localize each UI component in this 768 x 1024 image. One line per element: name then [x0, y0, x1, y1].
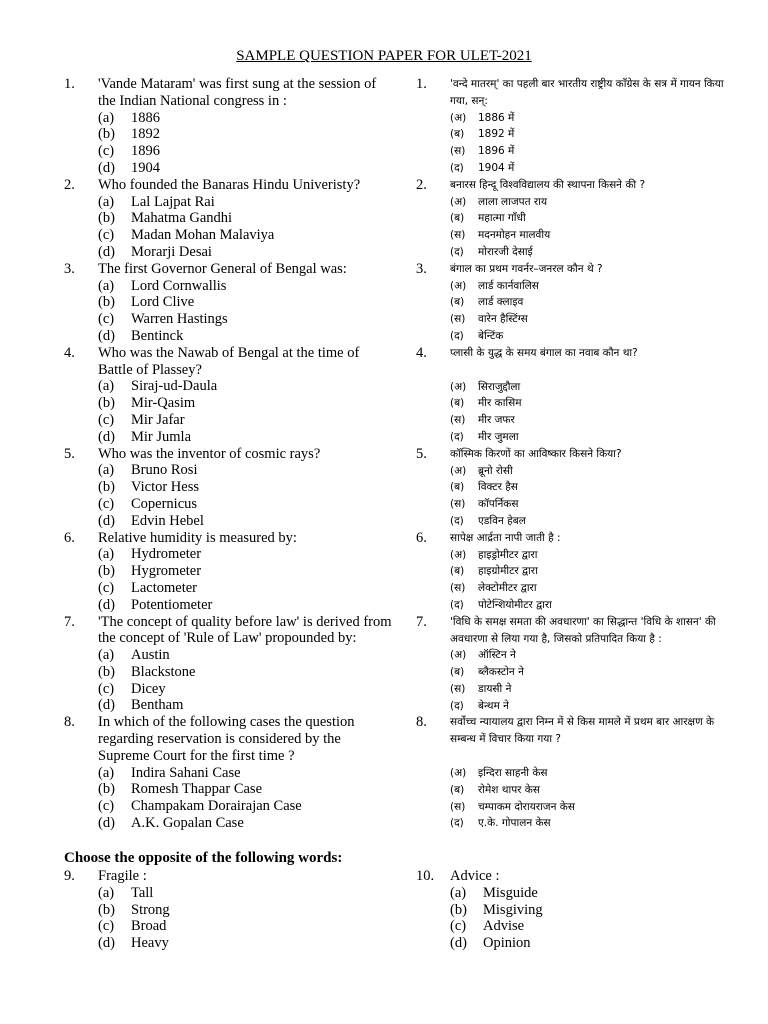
option-text: Siraj-ud-Daula — [131, 378, 218, 395]
option-row — [64, 935, 394, 952]
question-text: Who was the Nawab of Bengal at the time of Battle of Plassey? — [98, 344, 360, 378]
option-label: (c) — [98, 579, 115, 596]
option-row — [64, 513, 394, 530]
question-text: Who was the inventor of cosmic rays? — [98, 445, 321, 462]
question-text: 'Vande Mataram' was first sung at the session of the Indian National congress in : — [98, 76, 377, 109]
question-number: 8. — [416, 714, 427, 731]
option-row — [416, 194, 736, 211]
option-text: Copernicus — [131, 495, 198, 512]
option-text: बेन्थम ने — [478, 699, 509, 712]
option-text: ऑस्टिन ने — [478, 649, 516, 662]
question-text: Advice : — [450, 868, 500, 884]
option-text: सिराजुद्दौला — [478, 380, 521, 393]
question-number: 10. — [416, 868, 435, 884]
option-label: (c) — [98, 680, 115, 697]
question-number: 8. — [64, 714, 75, 731]
question-line — [416, 530, 736, 547]
option-label: (a) — [98, 884, 115, 901]
option-label: (स) — [450, 229, 466, 242]
option-row — [416, 885, 736, 902]
option-label: (द) — [450, 699, 464, 712]
option-text: Bentinck — [131, 327, 184, 344]
option-row — [64, 496, 394, 513]
question-text: Who founded the Banaras Hindu Univeristy? — [98, 176, 361, 193]
option-text: Lactometer — [131, 579, 198, 596]
option-row — [416, 311, 736, 328]
option-label: (ब) — [450, 128, 465, 141]
option-label: (स) — [450, 145, 466, 158]
option-text: Morarji Desai — [131, 243, 212, 260]
option-label: (d) — [98, 428, 115, 445]
option-row — [416, 664, 736, 681]
option-text: Lord Cornwallis — [131, 277, 227, 294]
option-text: A.K. Gopalan Case — [131, 815, 244, 832]
option-label: (ब) — [450, 666, 465, 679]
option-text: मोरारजी देसाई — [478, 245, 533, 258]
option-label: (ब) — [450, 481, 465, 494]
question-item — [64, 446, 394, 530]
option-label: (अ) — [450, 279, 467, 292]
option-text: 1892 में — [478, 128, 515, 141]
question-line — [64, 714, 394, 764]
option-text: Austin — [131, 647, 170, 664]
question-item — [64, 614, 394, 715]
question-number: 2. — [416, 176, 427, 193]
option-text: Misguide — [483, 884, 538, 901]
option-row — [416, 918, 736, 935]
option-text: ब्रूनो रोसी — [478, 464, 513, 477]
option-text: Mir-Qasim — [131, 395, 196, 412]
option-label: (अ) — [450, 464, 467, 477]
option-label: (b) — [450, 901, 467, 918]
option-row — [64, 395, 394, 412]
option-text: महात्मा गाँधी — [478, 212, 526, 225]
option-label: (अ) — [450, 649, 467, 662]
option-row — [416, 782, 736, 799]
question-text: बनारस हिन्दू विश्वविद्यालय की स्थापना किसने की ? — [450, 178, 646, 191]
question-number: 5. — [64, 445, 75, 462]
question-item — [64, 76, 394, 177]
question-number: 7. — [416, 613, 427, 630]
question-line — [64, 446, 394, 463]
option-row — [64, 110, 394, 127]
option-text: Lal Lajpat Rai — [131, 193, 215, 210]
option-row — [64, 328, 394, 345]
question-line — [416, 714, 736, 748]
question-item — [416, 614, 736, 715]
question-item — [64, 177, 394, 261]
question-line — [416, 261, 736, 278]
option-text: Misgiving — [483, 901, 543, 918]
option-text: ए.के. गोपालन केस — [478, 817, 551, 830]
option-text: चम्पाकम दोरायराजन केस — [478, 800, 575, 813]
option-label: (b) — [98, 663, 115, 680]
option-row — [416, 547, 736, 564]
question-item — [416, 261, 736, 345]
question-line — [64, 177, 394, 194]
option-text: Advise — [483, 918, 525, 935]
question-number: 6. — [64, 529, 75, 546]
option-row — [416, 143, 736, 160]
option-text: लार्ड क्लाइव — [478, 296, 524, 309]
option-label: (d) — [98, 327, 115, 344]
option-label: (d) — [98, 159, 115, 176]
option-text: इन्दिरा साहनी केस — [478, 767, 548, 780]
option-label: (ब) — [450, 296, 465, 309]
option-row — [416, 479, 736, 496]
option-label: (b) — [98, 210, 115, 227]
option-label: (d) — [98, 596, 115, 613]
option-row — [64, 664, 394, 681]
option-row — [64, 902, 394, 919]
option-row — [416, 429, 736, 446]
option-text: 1892 — [131, 126, 160, 143]
question-text: 'विधि के समक्ष समता की अवधारणा' का सिद्धान्त 'विधि के शासन' की अवधारणा से लिया गया है, जिसको प्रतिपादित किया है : — [450, 615, 716, 645]
option-label: (b) — [98, 294, 115, 311]
question-10 — [416, 868, 736, 952]
option-text: मीर कासिम — [478, 397, 522, 410]
option-label: (b) — [98, 395, 115, 412]
option-text: Madan Mohan Malaviya — [131, 227, 275, 244]
question-number: 1. — [64, 76, 75, 92]
option-text: मीर जफर — [478, 414, 515, 427]
option-text: Bruno Rosi — [131, 462, 198, 479]
option-text: Blackstone — [131, 663, 196, 680]
option-label: (a) — [98, 764, 115, 781]
option-label: (d) — [98, 935, 115, 952]
question-item — [64, 345, 394, 446]
option-row — [416, 580, 736, 597]
option-text: Heavy — [131, 935, 169, 952]
option-row — [416, 412, 736, 429]
option-label: (ब) — [450, 397, 465, 410]
option-row — [64, 815, 394, 832]
option-text: लेक्टोमीटर द्वारा — [478, 582, 537, 595]
question-line — [416, 868, 736, 885]
option-row — [64, 160, 394, 177]
question-item — [64, 530, 394, 614]
option-label: (c) — [98, 411, 115, 428]
option-row — [64, 546, 394, 563]
option-label: (a) — [98, 277, 115, 294]
question-line — [416, 345, 736, 362]
option-label: (b) — [98, 126, 115, 143]
option-label: (d) — [450, 935, 467, 952]
option-row — [64, 918, 394, 935]
option-label: (अ) — [450, 195, 467, 208]
option-label: (अ) — [450, 380, 467, 393]
question-number: 3. — [416, 260, 427, 277]
question-item — [64, 714, 394, 832]
option-row — [64, 462, 394, 479]
option-row — [416, 463, 736, 480]
option-text: मीर जुमला — [478, 430, 519, 443]
question-number: 2. — [64, 176, 75, 193]
option-label: (c) — [98, 798, 115, 815]
option-label: (c) — [98, 918, 115, 935]
option-label: (a) — [98, 193, 115, 210]
question-item — [416, 446, 736, 530]
question-text: बंगाल का प्रथम गवर्नर–जनरल कौन थे ? — [450, 262, 603, 275]
option-label: (द) — [450, 514, 464, 527]
question-item — [416, 530, 736, 614]
option-row — [416, 799, 736, 816]
option-label: (d) — [98, 697, 115, 714]
option-label: (d) — [98, 512, 115, 529]
option-label: (स) — [450, 414, 466, 427]
option-text: एडविन हेबल — [478, 514, 526, 527]
option-text: डायसी ने — [478, 682, 512, 695]
option-row — [416, 278, 736, 295]
question-item — [64, 868, 394, 952]
question-item — [416, 76, 736, 177]
option-row — [64, 227, 394, 244]
option-row — [64, 143, 394, 160]
option-label: (c) — [98, 311, 115, 328]
option-label: (ब) — [450, 565, 465, 578]
option-row — [64, 563, 394, 580]
option-text: पोटेन्शियोमीटर द्वारा — [478, 598, 552, 611]
question-item — [416, 714, 736, 832]
option-label: (c) — [98, 227, 115, 244]
option-label: (b) — [98, 781, 115, 798]
option-text: Strong — [131, 901, 170, 918]
option-text: Edvin Hebel — [131, 512, 204, 529]
option-label: (a) — [98, 462, 115, 479]
option-row — [64, 765, 394, 782]
option-row — [64, 429, 394, 446]
option-label: (द) — [450, 430, 464, 443]
option-row — [64, 311, 394, 328]
question-item — [416, 177, 736, 261]
option-row — [64, 647, 394, 664]
option-text: Opinion — [483, 935, 531, 952]
option-row — [416, 563, 736, 580]
option-row — [416, 379, 736, 396]
option-text: Mir Jafar — [131, 411, 185, 428]
question-number: 4. — [416, 344, 427, 361]
question-line — [416, 614, 736, 648]
option-label: (a) — [98, 109, 115, 126]
option-text: बेन्टिंक — [478, 329, 504, 342]
option-row — [416, 765, 736, 782]
option-row — [416, 681, 736, 698]
option-text: Lord Clive — [131, 294, 195, 311]
option-row — [416, 110, 736, 127]
option-row — [416, 647, 736, 664]
option-row — [416, 328, 736, 345]
hindi-column — [416, 76, 736, 832]
option-row — [64, 681, 394, 698]
question-number: 7. — [64, 613, 75, 630]
option-text: रोमेश थापर केस — [478, 783, 540, 796]
option-text: हाइग्रोमीटर द्वारा — [478, 565, 538, 578]
option-label: (स) — [450, 682, 466, 695]
option-text: Broad — [131, 918, 167, 935]
option-row — [64, 210, 394, 227]
option-label: (अ) — [450, 548, 467, 561]
option-label: (a) — [98, 378, 115, 395]
question-text: Fragile : — [98, 868, 147, 884]
question-text: The first Governor General of Bengal was: — [98, 260, 347, 277]
option-text: Champakam Dorairajan Case — [131, 798, 302, 815]
question-line — [64, 261, 394, 278]
question-number: 4. — [64, 344, 75, 361]
option-label: (द) — [450, 598, 464, 611]
option-text: वारेन हैस्टिंग्स — [478, 313, 528, 326]
option-label: (c) — [98, 143, 115, 160]
question-number: 3. — [64, 260, 75, 277]
option-label: (स) — [450, 313, 466, 326]
option-text: लार्ड कार्नवालिस — [478, 279, 539, 292]
question-number: 5. — [416, 445, 427, 462]
option-row — [416, 210, 736, 227]
option-text: Hygrometer — [131, 563, 202, 580]
option-text: 1904 — [131, 159, 160, 176]
option-label: (स) — [450, 800, 466, 813]
question-text: प्लासी के युद्ध के समय बंगाल का नवाब कौन था? — [450, 346, 638, 359]
question-line — [64, 868, 394, 885]
option-row — [64, 294, 394, 311]
option-label: (c) — [98, 495, 115, 512]
question-line — [416, 446, 736, 463]
question-text: Relative humidity is measured by: — [98, 529, 297, 546]
option-label: (a) — [98, 647, 115, 664]
question-text: 'वन्दे मातरम्' का पहली बार भारतीय राष्ट्रीय कॉंग्रेस के सत्र में गायन किया गया, सन्: — [450, 78, 724, 107]
option-label: (अ) — [450, 767, 467, 780]
option-row — [64, 580, 394, 597]
option-text: Indira Sahani Case — [131, 764, 241, 781]
question-number: 1. — [416, 76, 427, 92]
question-text: In which of the following cases the question regarding reservation is considered by the Supreme Court for the first time ? — [98, 714, 355, 764]
option-text: Victor Hess — [131, 479, 199, 496]
option-row — [416, 244, 736, 261]
question-item — [416, 868, 736, 952]
question-9 — [64, 868, 394, 952]
question-line — [416, 177, 736, 194]
question-number: 6. — [416, 529, 427, 546]
option-text: Potentiometer — [131, 596, 213, 613]
option-label: (द) — [450, 329, 464, 342]
option-label: (d) — [98, 243, 115, 260]
option-text: ब्लैकस्टोन ने — [478, 666, 524, 679]
option-row — [64, 412, 394, 429]
option-row — [64, 278, 394, 295]
option-label: (b) — [98, 479, 115, 496]
option-row — [416, 597, 736, 614]
option-label: (ब) — [450, 783, 465, 796]
option-text: Bentham — [131, 697, 184, 714]
option-text: 1896 — [131, 143, 160, 160]
option-row — [416, 935, 736, 952]
option-row — [64, 798, 394, 815]
question-line — [416, 76, 736, 110]
option-text: 1904 में — [478, 161, 515, 174]
option-row — [64, 697, 394, 714]
section-heading: Choose the opposite of the following words: — [64, 850, 343, 866]
option-text: Dicey — [131, 680, 166, 697]
question-text: 'The concept of quality before law' is derived from the concept of 'Rule of Law' propounded by: — [98, 613, 392, 647]
option-text: 1886 में — [478, 111, 515, 124]
option-text: 1896 में — [478, 145, 515, 158]
option-label: (द) — [450, 245, 464, 258]
option-text: Mahatma Gandhi — [131, 210, 233, 227]
question-number: 9. — [64, 868, 75, 884]
question-text: सापेक्ष आर्द्रता नापी जाती है : — [450, 531, 561, 544]
option-label: (b) — [98, 563, 115, 580]
option-row — [416, 160, 736, 177]
option-row — [416, 496, 736, 513]
option-text: कॉपर्निकस — [478, 498, 519, 511]
option-text: मदनमोहन मालवीय — [478, 229, 551, 242]
option-label: (द) — [450, 161, 464, 174]
option-text: विक्टर हैस — [478, 481, 518, 494]
option-label: (a) — [450, 884, 467, 901]
option-text: Warren Hastings — [131, 311, 228, 328]
option-row — [64, 479, 394, 496]
option-row — [416, 227, 736, 244]
option-text: Romesh Thappar Case — [131, 781, 263, 798]
option-row — [416, 126, 736, 143]
option-label: (ब) — [450, 212, 465, 225]
question-text: कॉस्मिक किरणों का आविष्कार किसने किया? — [450, 447, 622, 460]
option-label: (अ) — [450, 111, 467, 124]
option-row — [416, 294, 736, 311]
option-row — [64, 781, 394, 798]
option-text: लाला लाजपत राय — [478, 195, 548, 208]
option-row — [416, 815, 736, 832]
option-row — [416, 698, 736, 715]
option-label: (द) — [450, 817, 464, 830]
option-row — [64, 885, 394, 902]
option-text: 1886 — [131, 109, 160, 126]
question-item — [416, 345, 736, 446]
option-label: (स) — [450, 498, 466, 511]
option-text: Tall — [131, 884, 154, 901]
option-text: Hydrometer — [131, 546, 202, 563]
option-row — [416, 902, 736, 919]
question-line — [64, 614, 394, 648]
question-line — [64, 345, 394, 379]
option-row — [64, 244, 394, 261]
option-row — [64, 378, 394, 395]
option-label: (d) — [98, 815, 115, 832]
option-row — [64, 194, 394, 211]
question-line — [64, 530, 394, 547]
option-text: Mir Jumla — [131, 428, 192, 445]
option-row — [64, 126, 394, 143]
option-row — [416, 395, 736, 412]
option-label: (c) — [450, 918, 467, 935]
option-label: (b) — [98, 901, 115, 918]
option-row — [416, 513, 736, 530]
option-text: हाइड्रोमीटर द्वारा — [478, 548, 538, 561]
option-label: (a) — [98, 546, 115, 563]
question-item — [64, 261, 394, 345]
paper-title: SAMPLE QUESTION PAPER FOR ULET-2021 — [236, 48, 532, 64]
question-text: सर्वोच्च न्यायालय द्वारा निम्न में से किस मामले में प्रथम बार आरक्षण के सम्बन्ध में विचार किया गया ? — [450, 716, 715, 746]
option-row — [64, 597, 394, 614]
option-label: (स) — [450, 582, 466, 595]
english-column — [64, 76, 394, 832]
question-line — [64, 76, 394, 110]
